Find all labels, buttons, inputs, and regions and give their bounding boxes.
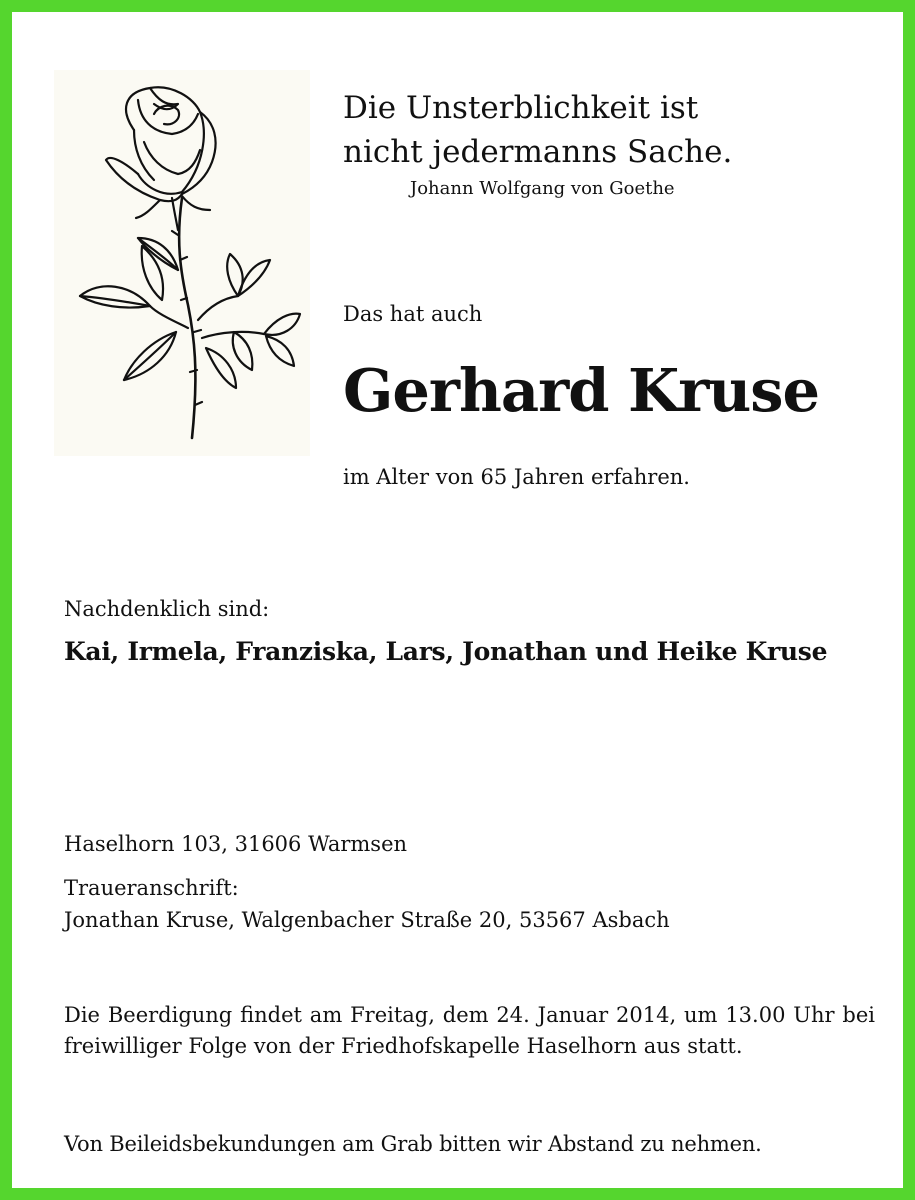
- goethe-quote: [343, 86, 732, 174]
- deceased-name: Gerhard Kruse: [343, 356, 820, 425]
- mourners-label: Nachdenklich sind:: [64, 597, 270, 621]
- rose-illustration: [54, 70, 310, 456]
- age-line: im Alter von 65 Jahren erfahren.: [343, 465, 690, 489]
- trauer-address: Jonathan Kruse, Walgenbacher Straße 20, 53567 Asbach: [64, 908, 670, 932]
- quote-line-1: Die Unsterblichkeit ist: [343, 90, 699, 126]
- trauer-address-label: Traueranschrift:: [64, 876, 239, 900]
- announcement-intro: Das hat auch: [343, 302, 483, 326]
- quote-author: Johann Wolfgang von Goethe: [410, 178, 675, 199]
- condolence-note: Von Beileidsbekundungen am Grab bitten wir Abstand zu nehmen.: [64, 1132, 762, 1156]
- quote-line-2: nicht jedermanns Sache.: [343, 134, 733, 170]
- mourners-names: Kai, Irmela, Franziska, Lars, Jonathan und Heike Kruse: [64, 637, 828, 666]
- home-address: Haselhorn 103, 31606 Warmsen: [64, 832, 408, 856]
- funeral-details: Die Beerdigung findet am Freitag, dem 24. Januar 2014, um 13.00 Uhr bei freiwilliger Folge von der Friedhofskapelle Haselhorn aus statt.: [64, 1003, 875, 1058]
- rose-icon: [54, 70, 310, 456]
